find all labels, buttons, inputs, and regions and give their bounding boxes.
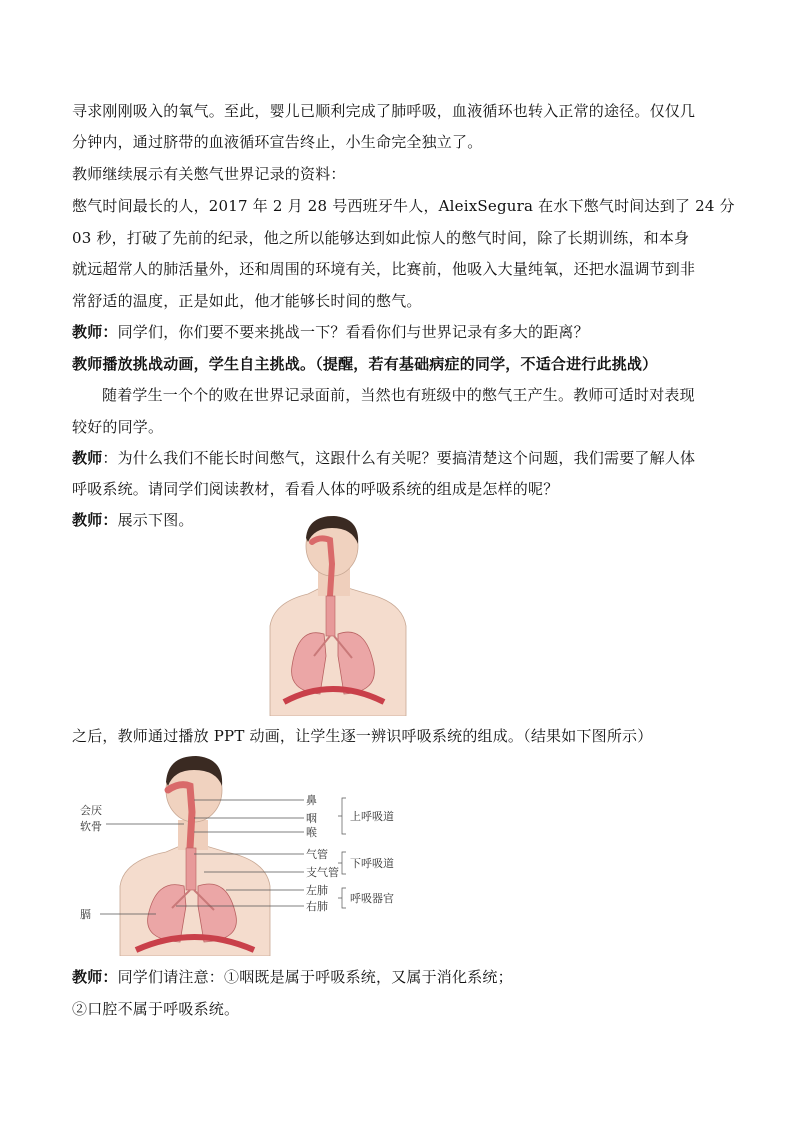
teacher-line — [72, 967, 513, 987]
paragraph-line: 03 秒，打破了先前的纪录，他之所以能够达到如此惊人的憋气时间，除了长期训练，和本身 — [72, 229, 690, 247]
speaker-label: 教师： — [72, 968, 118, 986]
paragraph-line: 常舒适的温度，正是如此，他才能够长时间的憋气。 — [72, 292, 422, 310]
paragraph-line: 就远超常人的肺活量外，还和周围的环境有关，比赛前，他吸入大量纯氧，还把水温调节到非 — [72, 260, 696, 278]
paragraph-line: 之后，教师通过播放 PPT 动画，让学生逐一辨识呼吸系统的组成。（结果如下图所示） — [72, 727, 653, 745]
paragraph-line: 呼吸系统。请同学们阅读教材，看看人体的呼吸系统的组成是怎样的呢？ — [72, 480, 559, 498]
teacher-line — [72, 510, 194, 530]
label-nose: 鼻 — [306, 794, 317, 807]
speaker-label: 教师 — [72, 449, 103, 467]
paragraph-line: 随着学生一个个的败在世界记录面前，当然也有班级中的憋气王产生。教师可适时对表现 — [102, 386, 695, 404]
speaker-text: 同学们请注意：①咽既是属于呼吸系统，又属于消化系统； — [117, 968, 513, 986]
speaker-label: 教师： — [72, 511, 118, 529]
speaker-text: 展示下图。 — [117, 511, 194, 529]
label-upper-airway: 上呼吸道 — [350, 810, 394, 823]
teacher-line — [72, 448, 695, 468]
label-right-lung: 右肺 — [306, 900, 328, 913]
label-bronchus: 支气管 — [306, 866, 339, 879]
teacher-line — [72, 322, 589, 342]
paragraph-line-bold: 教师播放挑战动画，学生自主挑战。（提醒，若有基础病症的同学，不适合进行此挑战） — [72, 355, 658, 373]
labeled-respiratory-figure — [76, 756, 416, 956]
respiratory-system-figure — [268, 516, 408, 716]
paragraph-line: 教师继续展示有关憋气世界记录的资料： — [72, 165, 346, 183]
speaker-text: 同学们，你们要不要来挑战一下？看看你们与世界记录有多大的距离？ — [117, 323, 589, 341]
label-larynx: 喉 — [306, 826, 317, 839]
paragraph-line: 寻求刚刚吸入的氧气。至此，婴儿已顺利完成了肺呼吸，血液循环也转入正常的途径。仅仅几 — [72, 102, 696, 120]
speaker-label: 教师： — [72, 323, 118, 341]
paragraph-line: 分钟内，通过脐带的血液循环宣告终止，小生命完全独立了。 — [72, 133, 483, 151]
label-lower-airway: 下呼吸道 — [350, 857, 394, 870]
speaker-text: ：为什么我们不能长时间憋气，这跟什么有关呢？要搞清楚这个问题，我们需要了解人体 — [102, 449, 696, 467]
label-left-lung: 左肺 — [306, 884, 328, 897]
label-trachea: 气管 — [306, 848, 328, 861]
label-epiglottis-2: 软骨 — [80, 820, 102, 833]
label-pharynx: 咽 — [306, 812, 317, 825]
paragraph-line: ②口腔不属于呼吸系统。 — [72, 1000, 240, 1018]
label-diaphragm: 膈 — [80, 908, 91, 921]
paragraph-line: 憋气时间最长的人，2017 年 2 月 28 号西班牙牛人，AleixSegura 在水下憋气时间达到了 24 分 — [72, 197, 735, 215]
label-epiglottis-1: 会厌 — [80, 804, 102, 817]
paragraph-line: 较好的同学。 — [72, 418, 164, 436]
label-respiratory-organ: 呼吸器官 — [350, 892, 394, 905]
